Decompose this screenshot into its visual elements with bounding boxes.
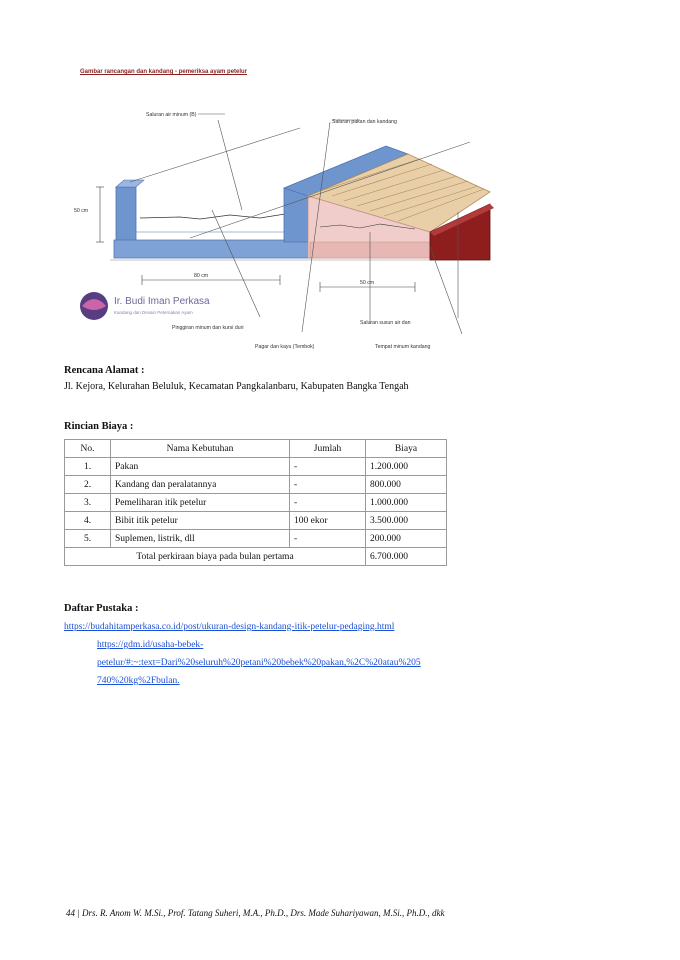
cell-qty: - [290,458,366,476]
header-cost: Biaya [366,440,447,458]
table-row [65,530,447,548]
cell-name: Pakan [111,458,290,476]
references-title: Daftar Pustaka : [64,603,139,614]
cell-no: 3. [65,494,111,512]
left-wall-top [116,180,144,187]
reference-link-1[interactable]: https://budahitamperkasa.co.id/post/ukuran-design-kandang-itik-petelur-pedaging.html [64,622,395,632]
header-qty: Jumlah [290,440,366,458]
reference-link-2[interactable]: https://gdm.id/usaha-bebek- [97,640,204,650]
table-row [65,512,447,530]
cell-qty: - [290,530,366,548]
label-top-left: Saluran air minum (B) [146,112,197,118]
table-header-row [65,440,447,458]
costs-title: Rincian Biaya : [64,421,134,432]
label-bottom-left: Pinggiran minum dan kursi duri [172,325,244,331]
header-name: Nama Kebutuhan [111,440,290,458]
logo-tagline: Kandang dan Desain Peternakan Ayam [114,310,193,315]
cell-cost: 1.200.000 [366,458,447,476]
coop-diagram-svg [70,92,500,354]
cell-no: 5. [65,530,111,548]
duck-coop-diagram [70,92,500,354]
floor-trough [114,240,315,258]
cell-name: Pemeliharan itik petelur [111,494,290,512]
header-no: No. [65,440,111,458]
cell-cost: 800.000 [366,476,447,494]
label-bottom-middle: Pagar dan kayu (Tembok) [255,344,315,350]
label-top-right: Saluran pakan dan kandang [332,119,397,125]
cell-cost: 200.000 [366,530,447,548]
cost-table [64,439,447,566]
label-bottom-right: Tempat minum kandang [375,344,431,350]
label-width-left: 80 cm [194,273,209,279]
reference-link-2-end[interactable]: 740%20kg%2Fbulan. [97,676,180,686]
table-row [65,476,447,494]
cell-qty: - [290,476,366,494]
cell-no: 2. [65,476,111,494]
cell-no: 4. [65,512,111,530]
cell-qty: - [290,494,366,512]
middle-wall [284,188,308,242]
total-label: Total perkiraan biaya pada bulan pertama [65,548,366,566]
cell-no: 1. [65,458,111,476]
table-total-row [65,548,447,566]
table-row [65,458,447,476]
total-value: 6.700.000 [366,548,447,566]
cell-qty: 100 ekor [290,512,366,530]
cell-cost: 3.500.000 [366,512,447,530]
logo-name: Ir. Budi Iman Perkasa [114,296,210,307]
label-height: 50 cm [74,208,89,214]
cell-name: Bibit itik petelur [111,512,290,530]
address-text: Jl. Kejora, Kelurahan Beluluk, Kecamatan Pangkalanbaru, Kabupaten Bangka Tengah [64,381,409,392]
cell-cost: 1.000.000 [366,494,447,512]
watermark-logo [80,292,210,320]
figure-caption: Gambar rancangan dan kandang - pemeriksa ayam petelur [80,69,248,75]
table-row [65,494,447,512]
cell-name: Suplemen, listrik, dll [111,530,290,548]
label-width-right: 50 cm [360,280,375,286]
cell-name: Kandang dan peralatannya [111,476,290,494]
water-line [140,214,298,219]
address-title: Rencana Alamat : [64,365,145,376]
reference-link-2-cont[interactable]: petelur/#:~:text=Dari%20seluruh%20petani%20bebek%20pakan,%2C%20atau%205 [97,658,421,668]
label-right: Saluran susun air dan [360,320,411,326]
page-footer: 44 | Drs. R. Anom W. M.Si., Prof. Tatang Suheri, M.A., Ph.D., Drs. Made Suhariyawan, M.Si., Ph.D., dkk [66,908,445,918]
left-wall [116,187,136,242]
